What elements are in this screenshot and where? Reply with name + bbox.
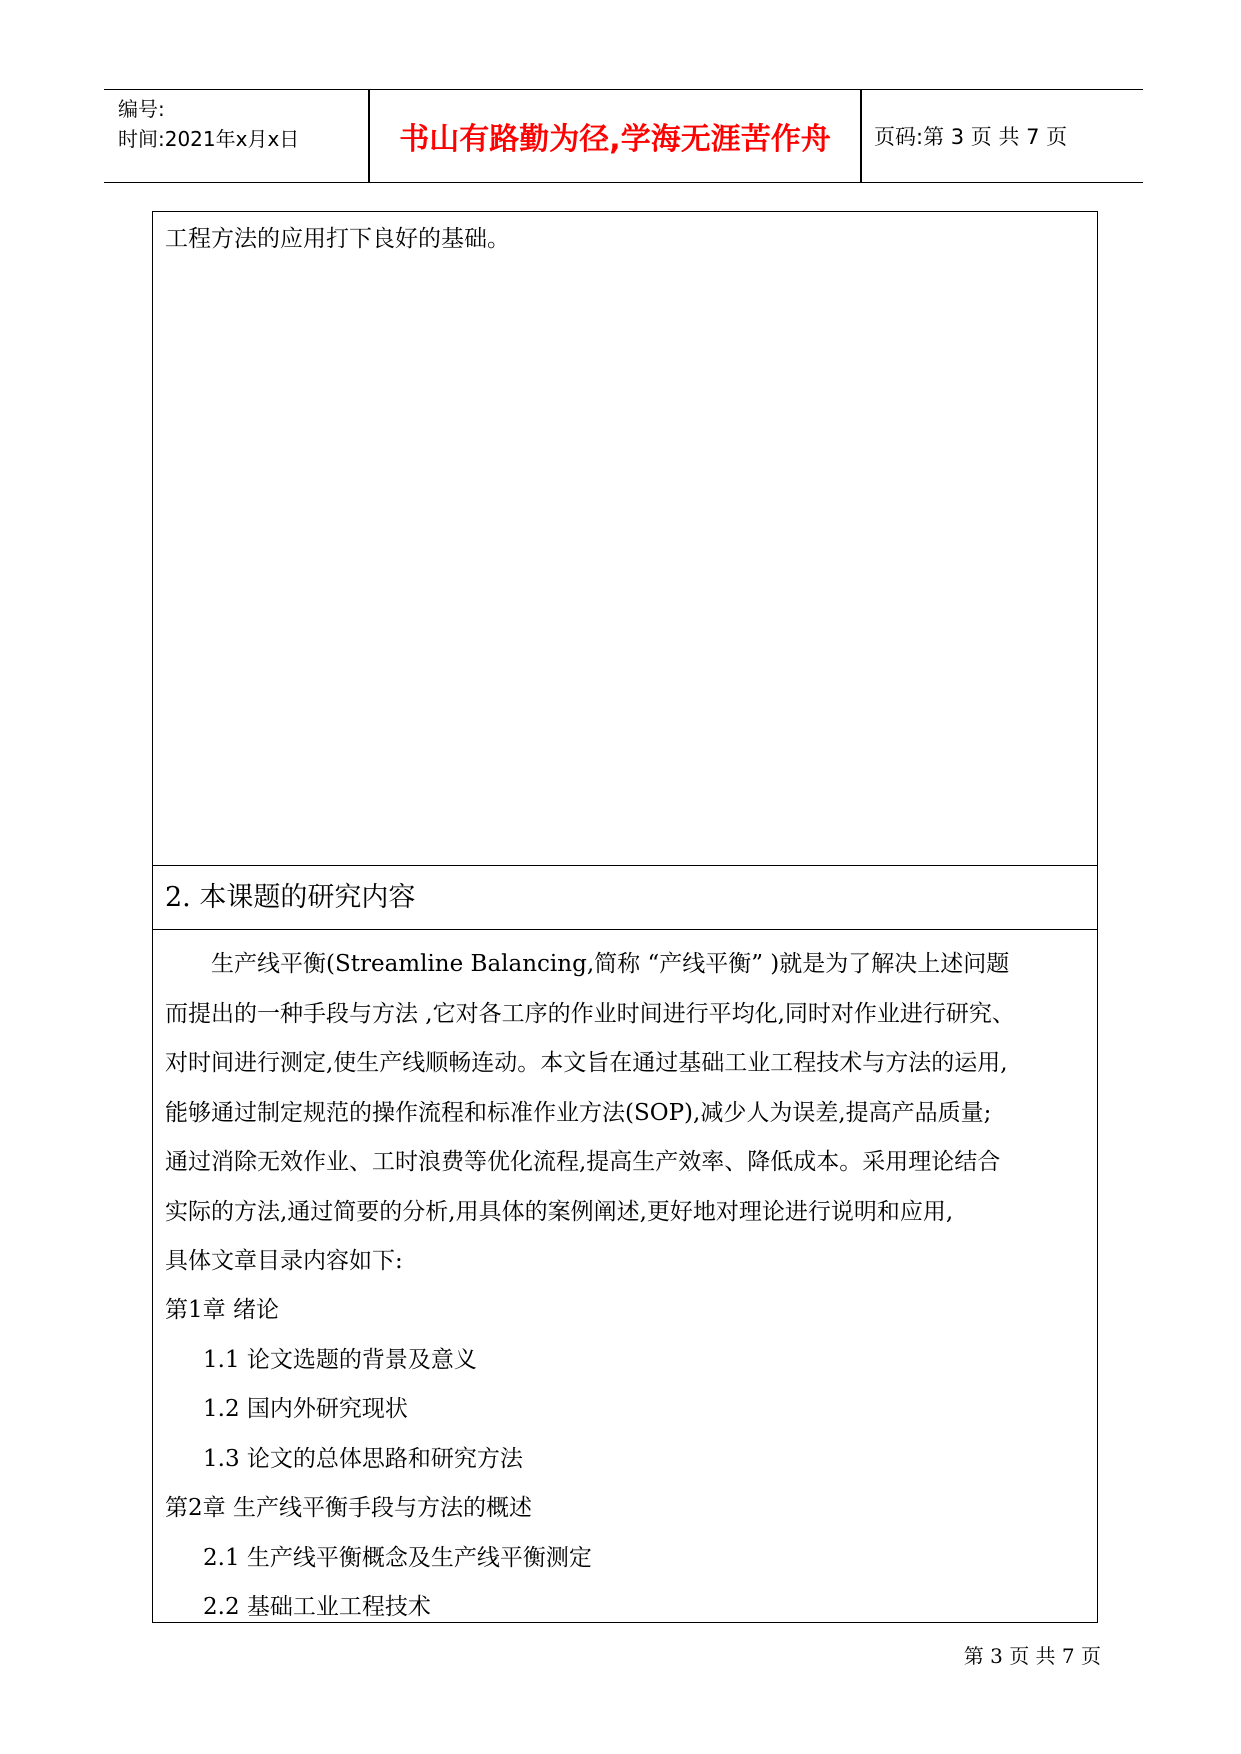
toc-section: 1.2 国内外研究现状 <box>203 1396 408 1422</box>
header-page-code: 页码:第 3 页 共 7 页 <box>874 125 1068 149</box>
toc-chapter: 第1章 绪论 <box>165 1297 279 1323</box>
document-number-label: 编号: <box>118 97 165 121</box>
table-of-contents <box>165 1286 1065 1633</box>
toc-section: 1.1 论文选题的背景及意义 <box>203 1346 477 1373</box>
toc-section: 1.3 论文的总体思路和研究方法 <box>203 1445 523 1472</box>
section-heading: 2. 本课题的研究内容 <box>165 882 416 913</box>
content-table <box>152 211 1098 1623</box>
page-footer: 第 3 页 共 7 页 <box>963 1644 1101 1668</box>
header-divider <box>860 90 862 182</box>
toc-chapter: 第2章 生产线平衡手段与方法的概述 <box>165 1495 532 1521</box>
paragraph-line: 对时间进行测定,使生产线顺畅连动。本文旨在通过基础工业工程技术与方法的运用, <box>165 1050 1008 1076</box>
paragraph-line: 实际的方法,通过简要的分析,用具体的案例阐述,更好地对理论进行说明和应用, <box>165 1198 954 1225</box>
toc-section: 2.1 生产线平衡概念及生产线平衡测定 <box>203 1544 592 1571</box>
continuation-text: 工程方法的应用打下良好的基础。 <box>165 226 510 252</box>
paragraph-line: 而提出的一种手段与方法 ,它对各工序的作业时间进行平均化,同时对作业进行研究、 <box>165 1000 1015 1027</box>
header-motto: 书山有路勤为径,学海无涯苦作舟 <box>399 122 831 157</box>
table-row-heading <box>153 866 1097 930</box>
toc-section: 2.2 基础工业工程技术 <box>203 1594 431 1620</box>
header-meta <box>118 94 299 154</box>
section-paragraph <box>165 940 1097 1287</box>
paragraph-line: 具体文章目录内容如下: <box>165 1248 403 1274</box>
document-time: 时间:2021年x月x日 <box>118 127 300 151</box>
table-row-continuation <box>153 212 1097 866</box>
paragraph-line: 通过消除无效作业、工时浪费等优化流程,提高生产效率、降低成本。采用理论结合 <box>165 1149 1001 1175</box>
page-header <box>104 89 1143 183</box>
paragraph-line: 能够通过制定规范的操作流程和标准作业方法(SOP),减少人为误差,提高产品质量; <box>165 1099 992 1126</box>
paragraph-line: 生产线平衡(Streamline Balancing,简称 “产线平衡” )就是为了解决上述问题 <box>211 951 1010 977</box>
